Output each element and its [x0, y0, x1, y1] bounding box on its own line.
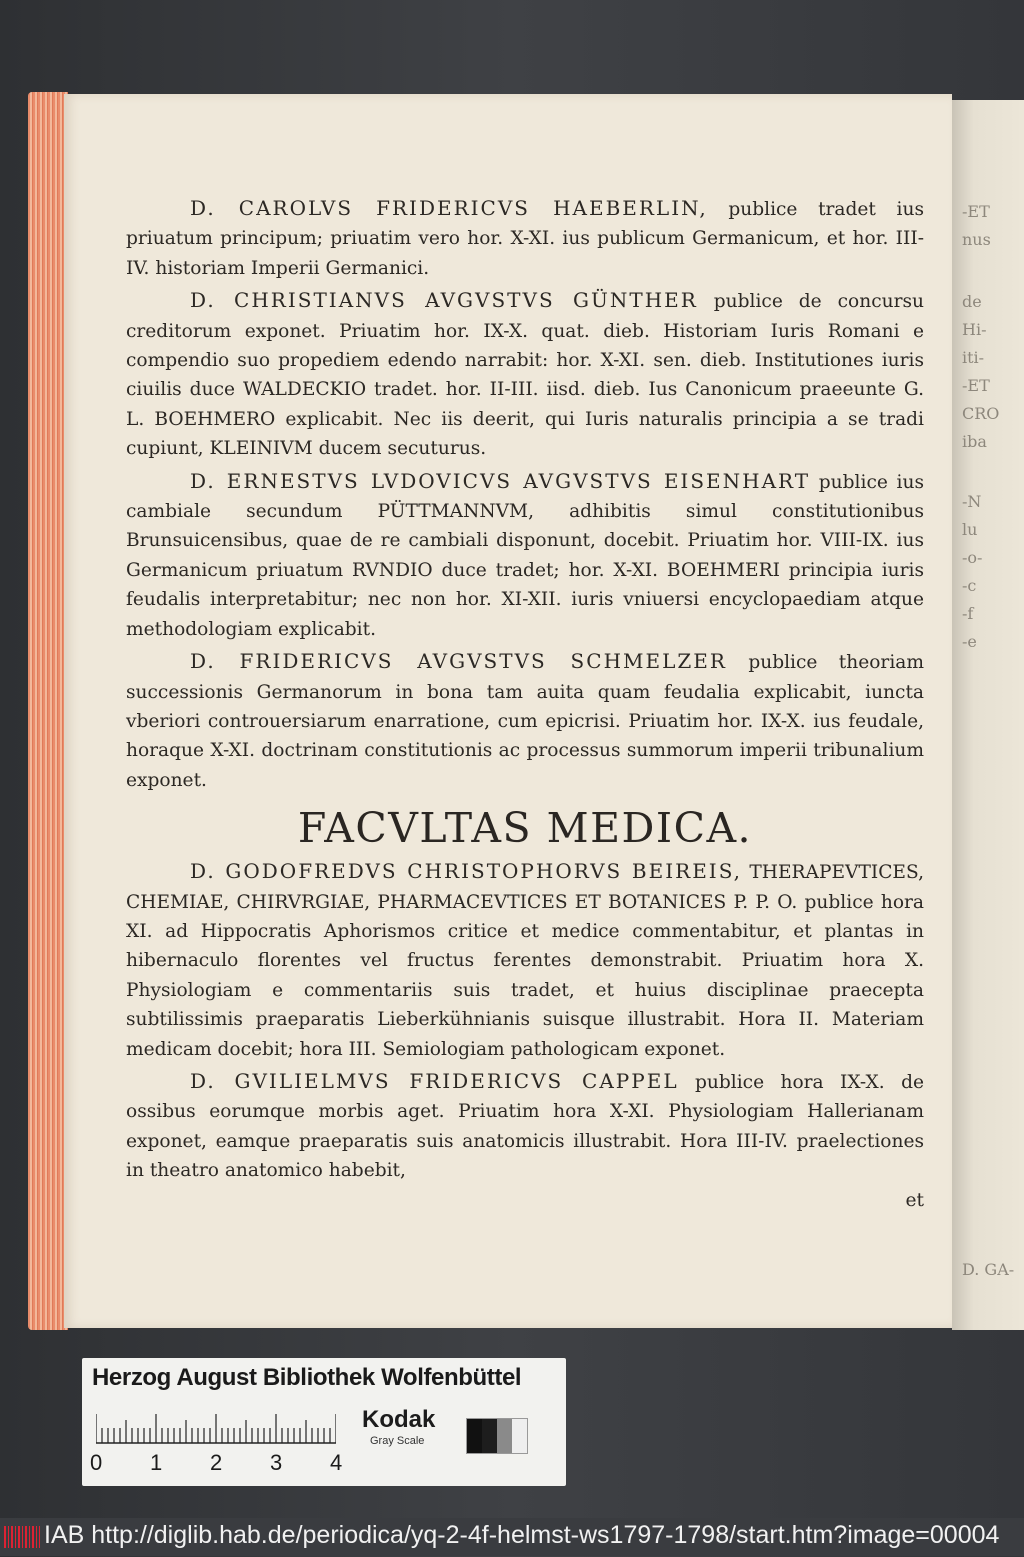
- entry-beireis: [126, 857, 924, 1064]
- facing-fragment: -e: [962, 632, 977, 651]
- facing-fragment: -ET: [962, 202, 990, 221]
- facing-page: [952, 100, 1024, 1330]
- facing-fragment: -ET: [962, 376, 990, 395]
- entry-text: publice ius cambiale secundum PÜTTMANNVM, adhibitis simul constitutionibus Brunsuicensibus, quae de re cambiali disponunt, docebit. Priuatim hor. VIII-IX. ius Germanicum priuatum RVNDIO duce tradet; hor. X-XI. BOEHMERI principia iuris feudalis interpretabitur; nec non hor. XI-XII. iuris vniuersi encyclopaediam atque methodologiam explicabit.: [126, 471, 924, 640]
- professor-name: D. FRIDERICVS AVGVSTVS SCHMELZER: [190, 649, 727, 674]
- source-url: IAB http://diglib.hab.de/periodica/yq-2-4f-helmst-ws1797-1798/start.htm?image=00004: [44, 1521, 1000, 1549]
- faculty-heading: FACVLTAS MEDICA.: [297, 804, 753, 853]
- url-footer: [0, 1518, 1024, 1556]
- red-page-edges: [28, 92, 68, 1330]
- professor-name: D. GVILIELMVS FRIDERICVS CAPPEL: [190, 1068, 679, 1093]
- facing-fragment: de: [962, 292, 982, 311]
- catchword: et: [905, 1189, 924, 1211]
- facing-fragment: -N: [962, 492, 982, 511]
- library-name: Herzog August Bibliothek Wolfenbüttel: [92, 1364, 522, 1391]
- facing-fragment: -f: [962, 604, 974, 623]
- gray-scale-label: Gray Scale: [370, 1435, 425, 1447]
- entry-text: publice tradet ius priuatum principum; priuatim vero hor. X-XI. ius publicum Germanicum, et hor. III-IV. historiam Imperii Germanici.: [126, 199, 925, 279]
- facing-fragment: -c: [962, 576, 977, 595]
- facing-fragment: CRO: [962, 404, 1000, 423]
- facing-fragment: iba: [962, 432, 987, 451]
- entry-text: THERAPEVTICES, CHEMIAE, CHIRVRGIAE, PHARMACEVTICES ET BOTANICES P. P. O. publice hora XI. ad Hippocratis Aphorismos critice et medice commentabitur, et plantas in hibernaculo florentes vel fructus ferentes demonstrabit. Priuatim hora X. Physiologiam e commentariis suis tradet, et huius disciplinae praecepta subtilissimis praeparatis Lieberkühnianis suisque illustrabit. Hora II. Materiam medicam docebit; hora III. Semiologiam pathologicam exponet.: [126, 862, 924, 1060]
- kodak-logo: Kodak: [362, 1406, 436, 1433]
- entry-schmelzer: [126, 647, 924, 795]
- facing-fragment: lu: [962, 520, 978, 539]
- ruler-number: 3: [270, 1450, 283, 1475]
- ruler-number: 1: [150, 1450, 163, 1475]
- entry-guenther: [126, 286, 924, 463]
- professor-name: D. CAROLVS FRIDERICVS HAEBERLIN,: [190, 196, 708, 220]
- facing-fragment: Hi-: [962, 320, 987, 339]
- entry-text: publice theoriam successionis Germanorum in bona tam auita quam feudalia explicabit, iuncta vberiori controuersiarum enarratione, cum epicrisi. Priuatim hor. IX-X. ius feudale, horaque X-XI. doctrinam constitutionis ac processus summorum imperii tribunalium exponet.: [126, 652, 924, 791]
- library-label-card: [82, 1358, 566, 1486]
- professor-name: D. ERNESTVS LVDOVICVS AVGVSTVS EISENHART: [190, 468, 811, 493]
- ruler-number: 2: [210, 1450, 223, 1475]
- gray-scale-swatches: [466, 1418, 528, 1454]
- ruler-number: 0: [90, 1450, 103, 1475]
- ruler-number: 4: [330, 1450, 343, 1475]
- entry-text: publice hora IX-X. de ossibus eorumque morbis aget. Priuatim hora X-XI. Physiologiam Hallerianam exponet, eamque praeparatis suis anatomicis illustrabit. Hora III-IV. praelectiones in theatro anatomico habebit,: [126, 1071, 924, 1182]
- entry-eisenhart: [126, 467, 924, 644]
- entry-cappel: [126, 1067, 924, 1186]
- entry-haeberlin: [126, 194, 924, 283]
- barcode-icon: [4, 1526, 40, 1548]
- facing-fragment: iti-: [962, 348, 985, 367]
- professor-name: D. CHRISTIANVS AVGVSTVS GÜNTHER: [190, 288, 698, 313]
- facing-fragment: -o-: [962, 548, 983, 567]
- facing-fragment: D. GA-: [962, 1260, 1015, 1279]
- professor-name: D. GODOFREDVS CHRISTOPHORVS BEIREIS,: [190, 859, 743, 884]
- scale-ruler: [96, 1414, 336, 1444]
- page-text: [126, 194, 924, 1215]
- entry-text: publice de concursu creditorum exponet. Priuatim hor. IX-X. quat. dieb. Historiam Iuris Romani e compendio suo propediem edendo narrabit: hor. X-XI. sen. dieb. Institutiones iuris ciuilis duce WALDECKIO tradet. hor. II-III. iisd. dieb. Ius Canonicum praeeunte G. L. BOEHMERO explicabit. Nec iis deerit, qui Iuris naturalis principia a se tradi cupiunt, KLEINIVM ducem secuturus.: [126, 291, 924, 460]
- facing-fragment: nus: [962, 230, 991, 249]
